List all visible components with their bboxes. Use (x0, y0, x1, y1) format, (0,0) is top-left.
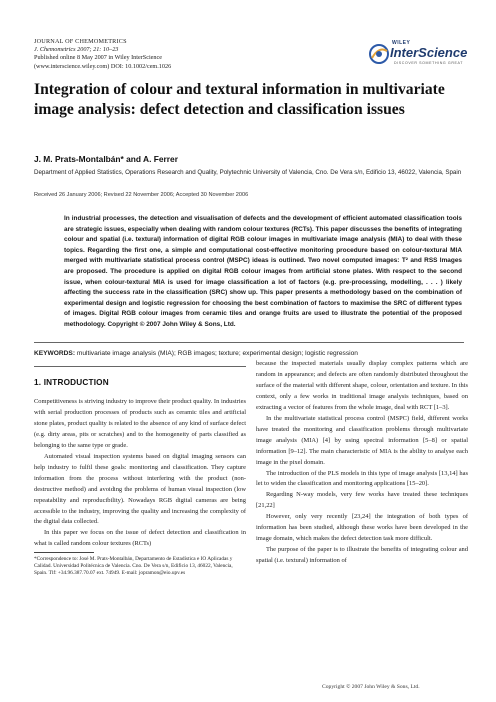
right-column (256, 359, 468, 567)
wiley-interscience-logo (368, 40, 468, 70)
paragraph: The introduction of the PLS models in this type of image analysis [13,14] has let to widen the classification and monitoring applications [15–20]. (256, 469, 468, 488)
section-title-introduction: 1. INTRODUCTION (34, 378, 109, 387)
correspondence-footnote: *Correspondence to: José M. Prats-Montalbán, Departamento de Estadística e IO Aplicadas y Calidad. Universidad Politécnica de Valencia. Cno. De Vera s/n, Edificio 13, 46022, Valencia, Spain. Tlf: +34.96.387.70.07 ext. 74949. E-mail: jopramon@eio.upv.es (34, 556, 233, 576)
keywords-text: multivariate image analysis (MIA); RGB images; texture; experimental design; logistic regression (75, 350, 358, 357)
abstract: In industrial processes, the detection and visualisation of defects and the development of efficient automated classification tools are strategic issues, especially when dealing with random colour textures (RCTs). This paper discusses the benefits of integrating colour and spatial (i.e. textural) information of digital RGB colour images in multivariate image analysis (MIA) to deal with these topics. Regarding the first one, a simple and computational cost-effective monitoring procedure based on colour-textural MIA merged with multivariate statistical process control (MSPC) ideas is outlined. Two novel computed images: T² and RSS Images are proposed. The procedure is applied on digital RGB colour images from artificial stone plates. With respect to the second issue, when colour-textural MIA is used for image classification a lot of factors (e.g. pre-processing, modelling, . . . ) likely affecting the success rate in the classification (SRC) show up. This paper presents a methodology based on the combination of experimental design and logistic regression for choosing the best combination of factors to maximise the SRC of different types of images. Digital RGB colour images from ceramic tiles and orange fruits are used to illustrate the potential of the proposed methodology. Copyright © 2007 John Wiley & Sons, Ltd. (64, 215, 462, 328)
keywords (34, 350, 474, 357)
keywords-label: KEYWORDS: (34, 350, 76, 357)
journal-doi: (www.interscience.wiley.com) DOI: 10.1002/cem.1026 (34, 62, 172, 70)
journal-published: Published online 8 May 2007 in Wiley InterScience (34, 54, 163, 62)
keywords-bottom-rule (34, 366, 246, 367)
journal-citation: J. Chemometrics 2007; 21: 10–23 (34, 46, 119, 54)
logo-interscience-text: InterScience (390, 45, 468, 60)
received-dates: Received 26 January 2006; Revised 22 November 2006; Accepted 30 November 2006 (34, 192, 249, 198)
left-column (34, 397, 246, 550)
paragraph: Regarding N-way models, very few works have treated these techniques [21,22] (256, 491, 468, 510)
logo-wiley-text: WILEY (392, 40, 411, 46)
copyright-notice: Copyright © 2007 John Wiley & Sons, Ltd. (322, 684, 420, 690)
logo-tagline: DISCOVER SOMETHING GREAT (394, 61, 464, 65)
logo-swirl-icon (368, 42, 390, 66)
keywords-top-rule (34, 342, 464, 343)
paragraph: because the inspected materials usually display complex patterns which are random in appearance; and defects are often randomly distributed throughout the surface of the material with different shape, colour, orientation and texture. In this context, only a few works in traditional image analysis techniques, based on extracting a vector of features from the whole image, deal with RCT [1–3]. (256, 360, 468, 411)
paragraph: Automated visual inspection systems based on digital imaging sensors can help industry to fulfil these goals: monitoring and classification. They capture information from the process without interfering with the product (non-destructive method) and avoiding the problems of human visual inspection (low repeatability and reproducibility). Nowadays RGB digital cameras are being accessible to the industry, improving the quality and increasing the complexity of the digital data collected. (34, 452, 246, 526)
paragraph: In this paper we focus on the issue of defect detection and classification in what is called random colour textures (RCTs) (34, 529, 246, 548)
paragraph: However, only very recently [23,24] the integration of both types of information has been studied, although these works have been developed in the image domain, which makes the defect detection task more difficult. (256, 513, 468, 543)
journal-header (34, 38, 171, 71)
article-title: Integration of colour and textural information in multivariate image analysis: defect detection and classification issues (34, 81, 445, 118)
paragraph: The purpose of the paper is to illustrate the benefits of integrating colour and spatial (i.e. textural) information of (256, 546, 468, 565)
paragraph: Competitiveness is striving industry to improve their product quality. In industries with serial production processes of products such as ceramic tiles and artificial stone plates, product quality is related to the absence of any kind of surface defect (e.g. dirty areas, pits or scratches) and to the homogeneity of parts classified as belonging to the same type or grade. (34, 398, 246, 449)
footnote-rule (34, 552, 94, 553)
paragraph: In the multivariate statistical process control (MSPC) field, different works have treated the monitoring and classification problems through multivariate image analysis (MIA) [4] by using spectral information [5–8] or spatial information [9–12]. The main characteristic of MIA is the ability to analyse each image in the pixel domain. (256, 414, 468, 466)
author-affiliation: Department of Applied Statistics, Operations Research and Quality, Polytechnic University of Valencia, Cno. De Vera s/n, Edificio 13, 46022, Valencia, Spain (34, 169, 462, 176)
article-authors: J. M. Prats-Montalbán* and A. Ferrer (34, 154, 178, 164)
journal-name: JOURNAL OF CHEMOMETRICS (34, 38, 127, 45)
